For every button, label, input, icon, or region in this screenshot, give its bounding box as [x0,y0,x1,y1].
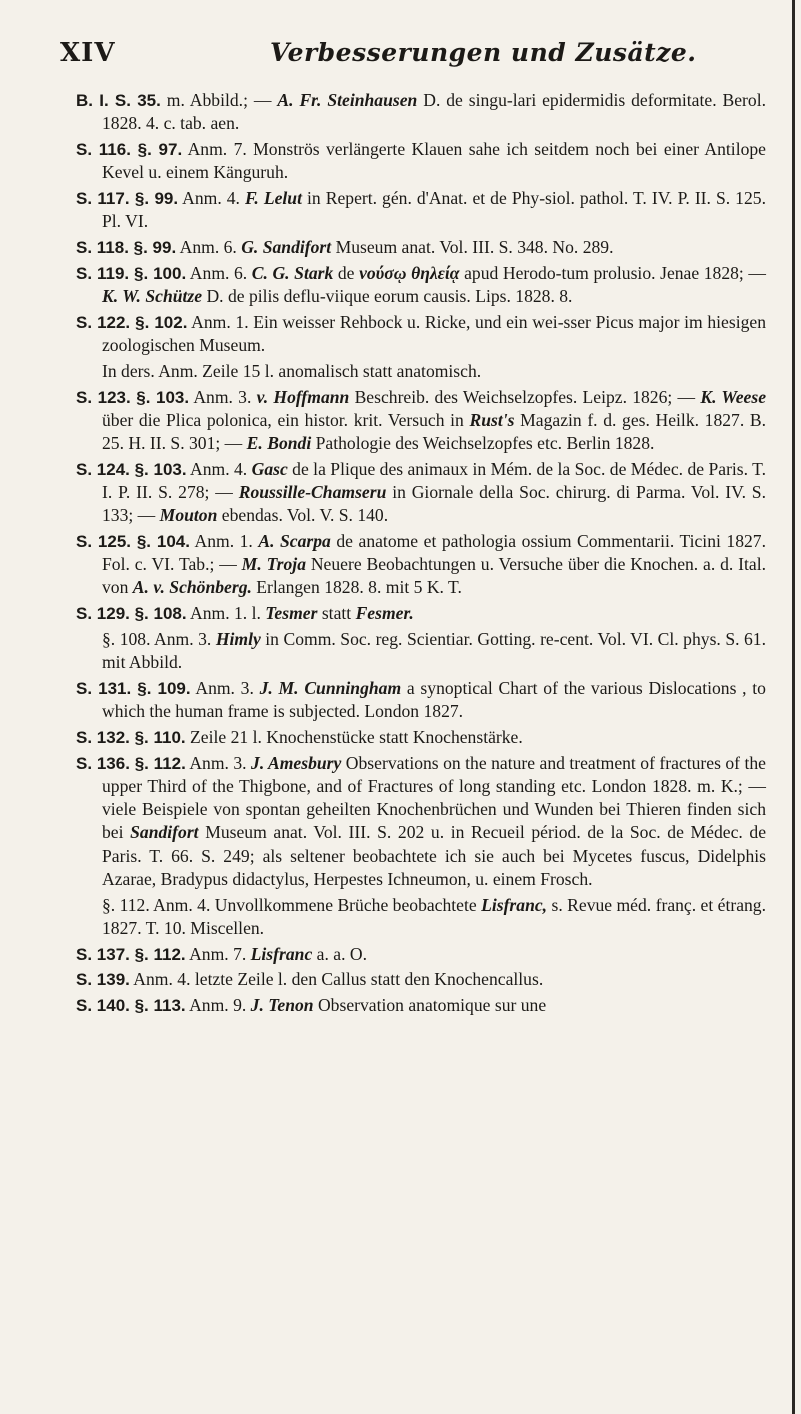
correction-entry [76,458,766,528]
cited-name: νούσῳ θηλείᾳ [359,262,460,283]
entry-text: Anm. 6. [186,262,252,283]
cited-name: A. v. Schönberg. [132,577,252,598]
entry-text: §. 108. Anm. 3. [102,629,216,649]
correction-entry [76,726,766,749]
entry-text: Anm. 3. [190,678,260,698]
entry-text: m. Abbild.; — [160,90,278,110]
correction-entry [76,360,766,383]
cited-name: Sandifort [130,822,199,843]
correction-entry [76,752,766,891]
entry-reference: S. 116. §. 97. [76,140,183,159]
entry-text: de la Plique des animaux in Mém. de la Soc. de Médec. de Paris. T. I. P. II. S. 278; — [102,458,766,502]
correction-entry [76,236,766,259]
entry-text: §. 112. Anm. 4. Unvollkommene Brüche beobachtete [102,894,482,915]
correction-entry [76,628,766,674]
entry-text: über die Plica polonica, ein histor. krit. Versuch in [102,409,470,430]
entry-reference: S. 123. §. 103. [76,387,190,407]
entry-text: Neuere Beobachtungen u. Versuche über die Knochen. a. d. Ital. von [102,554,766,598]
entry-text: In ders. Anm. Zeile 15 l. anomalisch statt anatomisch. [102,360,482,381]
cited-name: J. Tenon [250,995,314,1016]
cited-name: G. Sandifort [241,237,332,257]
correction-entry [76,894,766,940]
entry-reference: S. 117. §. 99. [76,189,179,208]
entry-text: s. Revue méd. franç. et étrang. 1827. T. 10. Miscellen. [102,894,767,938]
entry-reference: S. 125. §. 104. [76,532,190,551]
entry-text: de [333,262,360,283]
entry-text: a synoptical Chart of the various Dislocations , to which the human frame is subjected. London 1827. [102,678,766,722]
entry-text: a. a. O. [312,943,367,964]
cited-name: Lisfranc, [481,894,548,915]
entry-text: de anatome et pathologia ossium Commentarii. Ticini 1827. Fol. c. VI. Tab.; — [102,531,766,575]
running-title: Verbesserungen und Zusätze. [270,38,697,67]
entry-text: in Comm. Soc. reg. Scientiar. Gotting. re-cent. Vol. VI. Cl. phys. S. 61. mit Abbild. [102,629,766,673]
correction-entry [76,187,766,233]
cited-name: Tesmer [265,603,318,624]
cited-name: F. Lelut [244,188,302,208]
entry-text: apud Herodo-tum prolusio. Jenae 1828; — [459,262,766,283]
correction-entry [76,530,766,600]
entry-text: Anm. 4. letzte Zeile l. den Callus statt den Knochencallus. [129,969,544,990]
entry-text: Pathologie des Weichselzopfes etc. Berlin 1828. [311,433,655,453]
entry-reference: S. 140. §. 113. [76,996,186,1016]
cited-name: A. Fr. Steinhausen [277,90,418,110]
page-edge-line [792,0,795,1414]
cited-name: v. Hoffmann [256,386,350,407]
entry-text: Anm. 4. [186,458,252,479]
entry-text: statt [317,603,356,624]
entry-reference: S. 139. [76,970,130,990]
cited-name: J. Amesbury [251,752,342,773]
cited-name: Rust's [469,409,515,430]
entry-text: Anm. 6. [176,237,242,257]
cited-name: C. G. Stark [251,262,334,283]
entry-reference: S. 119. §. 100. [76,263,187,283]
entry-text: Observations on the nature and treatment of fractures of the upper Third of the Thigbone, and of Fractures of long standing etc. London 1828. m. K.; — viele Beispiele von spontan geheilten Knochenbrüchen und Wunden bei Thieren finden sich bei [102,752,766,843]
entry-reference: S. 132. §. 110. [76,728,186,747]
entry-text: in Repert. gén. d'Anat. et de Phy-siol. pathol. T. IV. P. II. S. 125. Pl. VI. [102,188,766,232]
entry-reference: S. 131. §. 109. [76,679,191,698]
entry-text: Magazin f. d. ges. Heilk. 1827. B. 25. H. II. S. 301; — [102,409,766,453]
correction-entry [76,602,766,625]
correction-entry [76,89,766,135]
entry-reference: S. 136. §. 112. [76,753,186,773]
page-number: XIV [60,38,116,68]
entry-reference: S. 129. §. 108. [76,604,187,624]
correction-entry [76,311,766,357]
entry-text: ebendas. Vol. V. S. 140. [217,505,389,526]
entry-text: Anm. 3. [189,386,257,407]
entry-text: Anm. 1. [189,531,259,551]
entry-text: D. de pilis deflu-viique eorum causis. Lips. 1828. 8. [202,286,573,306]
entry-text: Anm. 1. l. [186,603,266,624]
entry-text: Observation anatomique sur une [313,995,547,1016]
entry-text: Anm. 7. Monströs verlängerte Klauen sahe ich seitdem noch bei einer Antilope Kevel u. einem Känguruh. [102,139,766,183]
correction-entry [76,138,766,184]
entry-reference: S. 122. §. 102. [76,312,188,332]
correction-entry [76,968,766,991]
cited-name: K. W. Schütze [102,286,203,306]
cited-name: Roussille-Chamseru [238,482,387,502]
entry-text: Anm. 9. [185,995,251,1016]
cited-name: E. Bondi [246,433,312,453]
entry-text: Beschreib. des Weichselzopfes. Leipz. 1826; — [349,386,701,407]
cited-name: Gasc [251,458,288,479]
entry-reference: S. 137. §. 112. [76,944,186,964]
correction-entry [76,677,766,723]
correction-entry [76,262,766,308]
entry-reference: S. 124. §. 103. [76,459,187,479]
cited-name: K. Weese [700,386,767,407]
cited-name: Mouton [159,505,218,526]
entry-reference: S. 118. §. 99. [76,238,177,257]
entry-reference: B. I. S. 35. [76,91,161,110]
cited-name: A. Scarpa [258,531,331,551]
entry-text: Anm. 3. [185,752,252,773]
corrections-list [76,89,766,1020]
cited-name: Himly [215,629,261,649]
running-header [60,38,700,78]
entry-text: Anm. 7. [185,943,251,964]
entry-text: Anm. 1. Ein weisser Rehbock u. Ricke, und ein wei-sser Picus major im hiesigen zoologischen Museum. [102,311,766,355]
entry-text: Museum anat. Vol. III. S. 202 u. in Recueil périod. de la Soc. de Médec. de Paris. T. 66. S. 249; als seltener beobachtete ich sie auch bei Mycetes fuscus, Didelphis Azarae, Bradypus didactylus, Herpestes Ichneumon, u. einem Frosch. [102,822,766,889]
cited-name: J. M. Cunningham [259,678,402,698]
correction-entry [76,943,766,966]
cited-name: M. Troja [241,554,306,575]
cited-name: Lisfranc [250,943,313,964]
cited-name: Fesmer. [355,603,414,624]
entry-text: Museum anat. Vol. III. S. 348. No. 289. [331,237,614,257]
entry-text: Erlangen 1828. 8. mit 5 K. T. [251,577,462,598]
entry-text: Zeile 21 l. Knochenstücke statt Knochenstärke. [185,727,523,747]
entry-text: D. de singu-lari epidermidis deformitate. Berol. 1828. 4. c. tab. aen. [102,90,766,134]
entry-text: in Giornale della Soc. chirurg. di Parma. Vol. IV. S. 133; — [102,482,766,526]
entry-text: Anm. 4. [178,188,245,208]
correction-entry [76,386,766,456]
correction-entry [76,994,766,1017]
